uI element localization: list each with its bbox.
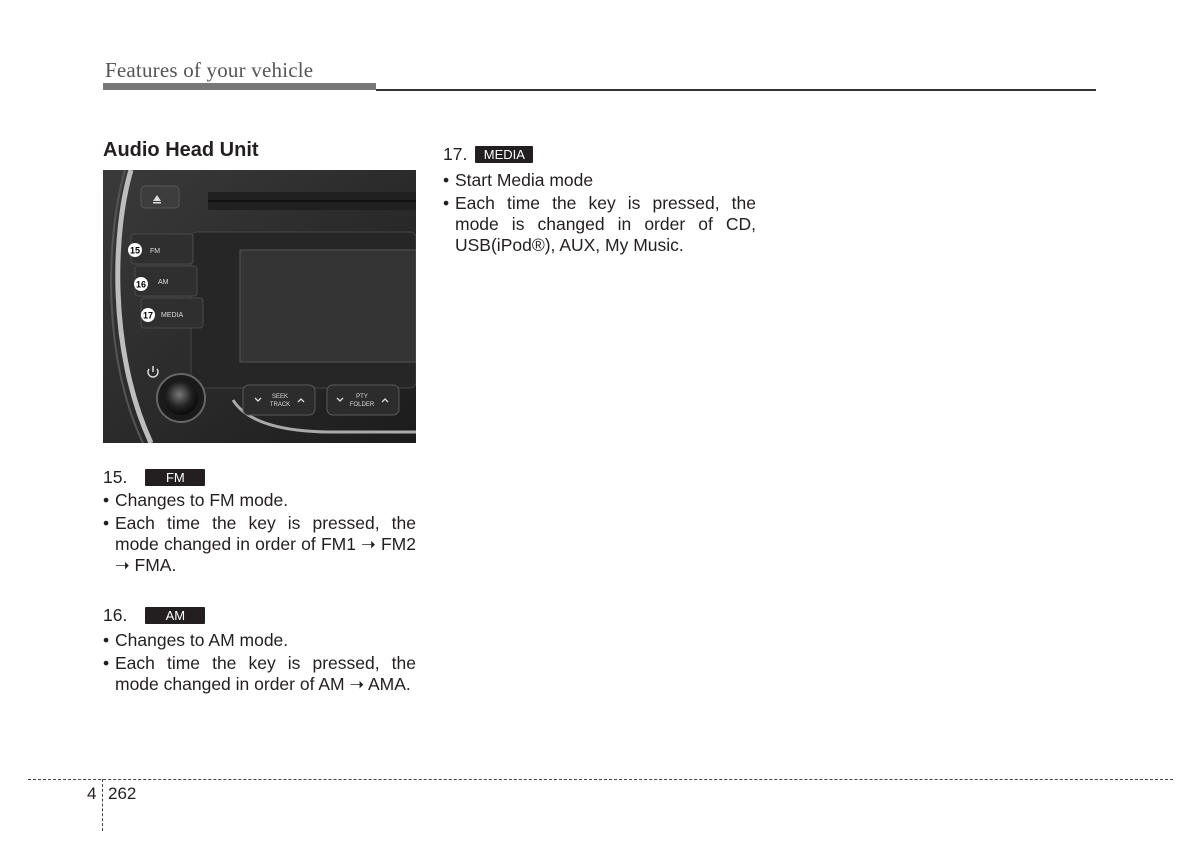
- list-item: • Each time the key is pressed, the mode changed in order of FM1 ➝ FM2 ➝ FMA.: [103, 513, 416, 576]
- list-item: • Changes to AM mode.: [103, 630, 416, 651]
- item-number: 16.: [103, 604, 128, 625]
- list-item: • Changes to FM mode.: [103, 490, 416, 511]
- am-key-badge: AM: [145, 607, 205, 624]
- list-item: • Each time the key is pressed, the mode is changed in order of CD, USB(iPod®), AUX, My Music.: [443, 193, 756, 256]
- header-rule-thin: [376, 89, 1096, 91]
- svg-text:SEEK: SEEK: [271, 394, 289, 400]
- item-16-heading: [103, 604, 205, 626]
- media-key-badge: MEDIA: [475, 146, 533, 163]
- item-number: 17.: [443, 143, 468, 164]
- footer-divider: [102, 779, 103, 831]
- list-item: • Start Media mode: [443, 170, 756, 191]
- pty-folder-button[interactable]: [327, 385, 399, 415]
- svg-text:AM: AM: [158, 279, 169, 286]
- callout-15: [128, 243, 142, 257]
- footer-rule: [28, 779, 1173, 780]
- svg-text:MEDIA: MEDIA: [161, 312, 184, 319]
- header-rule-thick: [103, 83, 376, 90]
- seek-track-button[interactable]: [243, 385, 315, 415]
- audio-head-unit-photo: [103, 170, 416, 443]
- callout-16: [134, 277, 148, 291]
- page-header-title: Features of your vehicle: [105, 58, 314, 82]
- item-15-bullets: [103, 490, 416, 578]
- page-number: 262: [108, 784, 137, 803]
- fm-key-badge: FM: [145, 469, 205, 486]
- svg-text:16: 16: [135, 279, 147, 290]
- item-17-bullets: [443, 170, 756, 258]
- svg-text:PTY: PTY: [356, 394, 368, 400]
- callout-17: [141, 308, 155, 322]
- item-16-bullets: [103, 630, 416, 697]
- svg-text:FOLDER: FOLDER: [349, 402, 375, 408]
- list-item: • Each time the key is pressed, the mode changed in order of AM ➝ AMA.: [103, 653, 416, 695]
- svg-text:15: 15: [129, 245, 141, 256]
- svg-text:FM: FM: [150, 248, 161, 255]
- item-15-heading: [103, 466, 205, 488]
- section-title: Audio Head Unit: [103, 139, 259, 161]
- svg-text:17: 17: [142, 310, 154, 321]
- chapter-number: 4: [87, 784, 97, 803]
- volume-knob[interactable]: [164, 381, 198, 415]
- svg-text:TRACK: TRACK: [269, 402, 291, 408]
- item-number: 15.: [103, 466, 128, 487]
- item-17-heading: [443, 143, 533, 165]
